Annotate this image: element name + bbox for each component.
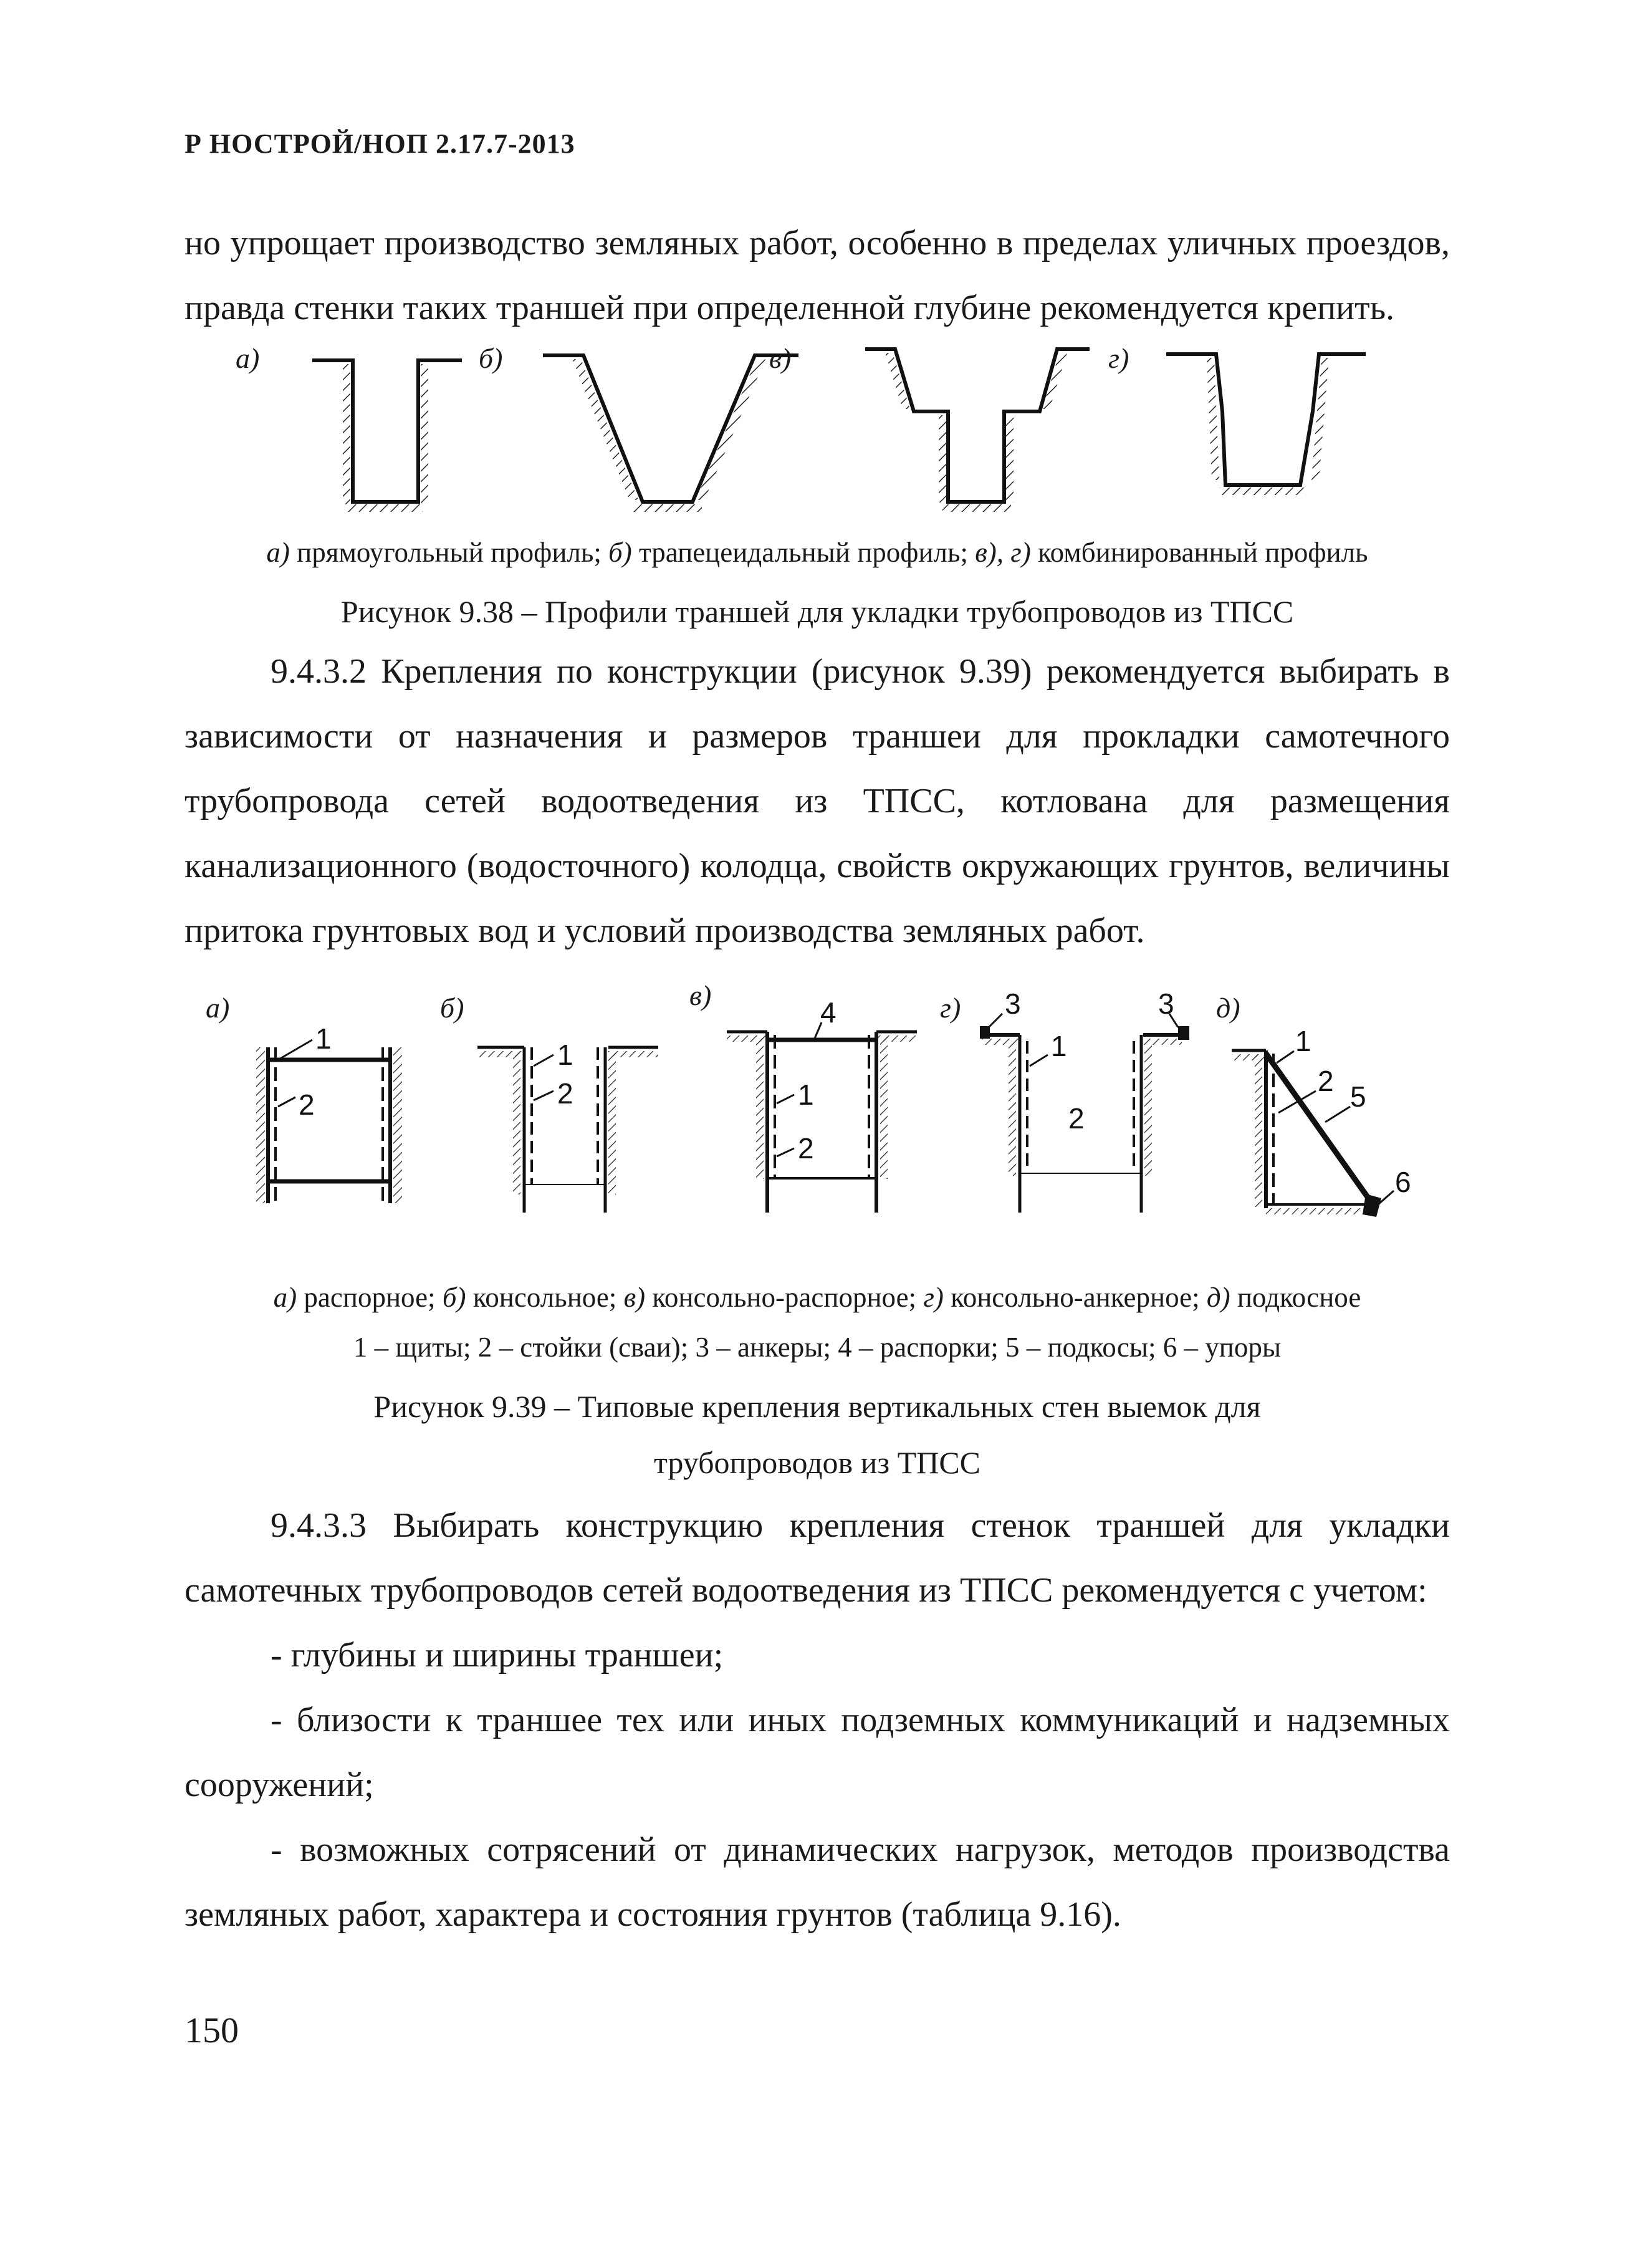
supports-drawing	[185, 973, 1450, 1259]
fig39-g-num-2: 2	[1068, 1102, 1085, 1135]
fig39-cap-b-letter: б)	[442, 1282, 466, 1313]
figure-9-39	[185, 973, 1450, 1259]
fig38-cap-a-text: прямоугольный профиль;	[289, 537, 609, 568]
fig39-b-num-1: 1	[557, 1039, 573, 1071]
fig39-cap-d-letter: д)	[1206, 1282, 1230, 1313]
fig39-letter-v: в)	[689, 979, 712, 1011]
fig39-g-num-3b: 3	[1158, 987, 1174, 1020]
fig39-d-num-6: 6	[1395, 1166, 1411, 1198]
bullet-vibrations: - возможных сотрясений от динамических нагрузок, методов производства земляных работ, характера и состояния грунтов (таблица 9.16).	[185, 1830, 1450, 1934]
fig39-cap-v-text: консольно-распорное;	[645, 1282, 924, 1313]
profile-rectangular	[312, 360, 462, 512]
bullet-proximity: - близости к траншее тех или иных подземных коммуникаций и надземных сооружений;	[185, 1701, 1450, 1804]
fig39-legend: 1 – щиты; 2 – стойки (сваи); 3 – анкеры; 4 – распорки; 5 – подкосы; 6 – упоры	[353, 1332, 1282, 1363]
para-9432-text: 9.4.3.2 Крепления по конструкции (рисунок 9.39) рекомендуется выбирать в зависимости от назначения и размеров траншеи для прокладки самотечного трубопровода сетей водоотведения из ТПСС, котлована для размещения канализационного (водосточного) колодца, свойств окружающих грунтов, величины притока грунтовых вод и условий производства земляных работ.	[185, 652, 1450, 950]
fig38-cap-b-text: трапецеидальный профиль;	[631, 537, 975, 568]
paragraph-9-4-3-3	[185, 1493, 1450, 1947]
support-v-cantilever-strut	[727, 1022, 917, 1213]
fig38-letter-b: б)	[479, 342, 503, 374]
trench-profiles-drawing	[185, 337, 1450, 530]
fig39-b-num-2: 2	[557, 1077, 573, 1110]
fig38-title: Рисунок 9.38 – Профили траншей для укладки трубопроводов из ТПСС	[340, 594, 1294, 629]
fig38-sublabels	[185, 536, 1450, 569]
intro-paragraph	[185, 211, 1450, 340]
document-header: Р НОСТРОЙ/НОП 2.17.7-2013	[185, 128, 575, 159]
fig39-letter-a: а)	[206, 992, 230, 1024]
figure-9-38	[185, 337, 1450, 530]
fig39-cap-a-text: распорное;	[297, 1282, 443, 1313]
page-number: 150	[185, 2010, 239, 2050]
fig39-cap-v-letter: в)	[623, 1282, 646, 1313]
support-g-cantilever-anchor	[980, 1014, 1189, 1213]
intro-line-1: но упрощает производство земляных работ, особенно в пределах уличных проездов,	[185, 224, 1450, 262]
fig39-g-num-1: 1	[1051, 1030, 1067, 1062]
fig38-letter-a: а)	[236, 342, 260, 374]
fig39-cap-a-letter: а)	[273, 1282, 297, 1313]
paragraph-9-4-3-2	[185, 639, 1450, 963]
fig39-cap-g-text: консольно-анкерное;	[943, 1282, 1207, 1313]
fig39-g-num-3a: 3	[1005, 987, 1021, 1020]
fig39-letter-g: г)	[940, 992, 961, 1024]
intro-line-2: правда стенки таких траншей при определенной глубине рекомендуется крепить.	[185, 289, 1395, 327]
fig39-cap-d-text: подкосное	[1230, 1282, 1361, 1313]
bullet-depth-width: - глубины и ширины траншеи;	[271, 1636, 724, 1675]
fig38-letter-v: в)	[769, 342, 792, 374]
fig39-letter-d: д)	[1216, 992, 1240, 1024]
profile-combined-g	[1166, 354, 1366, 495]
fig39-sublabels	[185, 1281, 1450, 1314]
fig39-v-num-1: 1	[798, 1079, 814, 1111]
fig38-cap-a-letter: а)	[266, 537, 290, 568]
fig39-v-num-2: 2	[798, 1132, 814, 1165]
fig39-cap-b-text: консольное;	[466, 1282, 624, 1313]
para-9433-text: 9.4.3.3 Выбирать конструкцию крепления стенок траншей для укладки самотечных трубопроводов сетей водоотведения из ТПСС рекомендуется с учетом:	[185, 1506, 1450, 1610]
fig38-cap-vg-letter: в), г)	[975, 537, 1031, 568]
fig39-title-line-1: Рисунок 9.39 – Типовые крепления вертикальных стен выемок для	[373, 1389, 1261, 1424]
support-b-cantilever	[477, 1047, 658, 1213]
fig39-a-num-1: 1	[315, 1022, 332, 1055]
profile-trapezoidal	[543, 355, 798, 512]
fig39-title-line-2: трубопроводов из ТПСС	[653, 1445, 981, 1480]
fig38-letter-g: г)	[1108, 342, 1129, 374]
fig39-cap-g-letter: г)	[923, 1282, 944, 1313]
fig39-d-num-5: 5	[1350, 1080, 1366, 1113]
fig39-v-num-4: 4	[820, 996, 836, 1029]
fig39-letter-b: б)	[440, 992, 464, 1024]
fig39-d-num-1: 1	[1295, 1025, 1311, 1057]
fig38-cap-b-letter: б)	[608, 537, 632, 568]
support-a-strut	[256, 1040, 402, 1203]
support-d-brace	[1232, 1050, 1394, 1217]
fig39-d-num-2: 2	[1318, 1065, 1334, 1097]
fig39-a-num-2: 2	[299, 1088, 315, 1121]
profile-combined-v	[865, 349, 1090, 512]
fig38-cap-vg-text: комбинированный профиль	[1030, 537, 1368, 568]
